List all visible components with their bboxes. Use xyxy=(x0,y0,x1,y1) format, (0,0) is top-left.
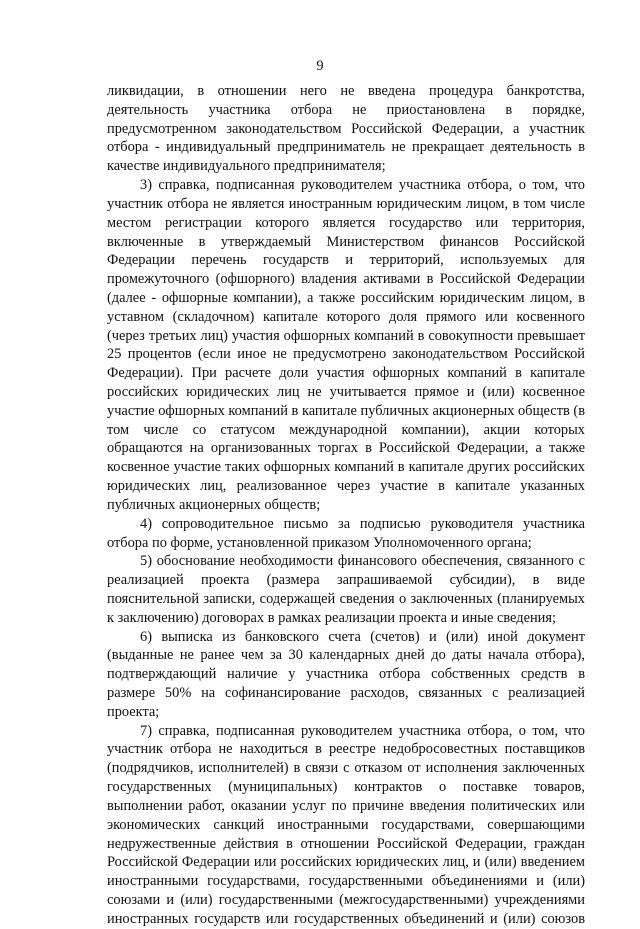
text-line: иностранными государствами, государственными объединениями и (или) xyxy=(107,873,585,890)
text-line: участник отбора не является иностранным юридическим лицом, в том числе xyxy=(107,195,585,212)
text-line: обращаются на организованных торгах в Российской Федерации, а также xyxy=(107,440,585,457)
text-line: 4) сопроводительное письмо за подписью руководителя участника xyxy=(140,515,585,532)
text-line: 5) обоснование необходимости финансового обеспечения, связанного с xyxy=(140,553,585,570)
text-line: пояснительной записки, содержащей сведения о заключенных (планируемых xyxy=(107,590,585,607)
text-line: Российской Федерации или российских юридических лиц, и (или) введением xyxy=(107,854,585,871)
text-line: реализацией проекта (размера запрашиваемой субсидии), в виде xyxy=(107,572,585,589)
text-line: том числе со статусом международной компании), акции которых xyxy=(107,421,585,438)
text-line: косвенное участие таких офшорных компаний в капитале других российских xyxy=(107,459,585,476)
text-line: к заключению) договорах в рамках реализации проекта и иные сведения; xyxy=(107,609,556,626)
text-line: качестве индивидуального предпринимателя; xyxy=(107,158,386,175)
text-line: Федерации перечень государств и территорий, используемых для xyxy=(107,252,585,269)
text-line: публичных акционерных обществ; xyxy=(107,496,321,513)
text-line: включенные в утверждаемый Министерством финансов Российской xyxy=(107,233,585,250)
text-line: государственных (муниципальных) контрактов о поставке товаров, xyxy=(107,779,585,796)
text-line: отбора по форме, установленной приказом Уполномоченного органа; xyxy=(107,534,532,551)
text-line: 25 процентов (если иное не предусмотрено законодательством Российской xyxy=(107,346,585,363)
text-line: 7) справка, подписанная руководителем участника отбора, о том, что xyxy=(140,722,585,739)
text-line: (через третьих лиц) участия офшорных компаний в совокупности превышает xyxy=(107,327,585,344)
document-body xyxy=(107,82,585,929)
text-line: 6) выписка из банковского счета (счетов) и (или) иной документ xyxy=(140,628,585,645)
text-line: иностранных государств или государственных объединений и (или) союзов xyxy=(107,910,585,927)
text-line: Федерации). При расчете доли участия офшорных компаний в капитале xyxy=(107,365,585,382)
text-line: юридических лиц, реализованное через участие в капитале указанных xyxy=(107,478,585,495)
text-line: (далее - офшорные компании), а также российским юридическим лицом, в xyxy=(107,289,585,306)
text-line: предусмотренном законодательством Российской Федерации, а участник xyxy=(107,120,585,137)
text-line: российских юридических лиц не учитывается прямое и (или) косвенное xyxy=(107,384,585,400)
page-number: 9 xyxy=(316,58,324,74)
text-line: участник отбора не находиться в реестре недобросовестных поставщиков xyxy=(107,741,585,758)
text-line: местом регистрации которого является государство или территория, xyxy=(107,214,585,231)
text-line: (выданные не ранее чем за 30 календарных дней до даты начала отбора), xyxy=(107,647,585,664)
text-line: участие офшорных компаний в капитале публичных акционерных обществ (в xyxy=(107,402,585,419)
text-line: ликвидации, в отношении него не введена процедура банкротства, xyxy=(107,83,585,99)
text-line: выполнении работ, оказании услуг по причине введения политических или xyxy=(107,797,585,814)
text-line: проекта; xyxy=(107,703,160,720)
text-line: деятельность участника отбора не приостановлена в порядке, xyxy=(107,101,585,118)
text-line: (подрядчиков, исполнителей) в связи с отказом от исполнения заключенных xyxy=(107,760,585,777)
text-line: отбора - индивидуальный предприниматель не прекращает деятельность в xyxy=(107,139,585,156)
text-line: размере 50% на софинансирование расходов, связанных с реализацией xyxy=(107,685,585,701)
text-line: подтверждающий наличие у участника отбора собственных средств в xyxy=(107,666,585,683)
text-line: союзами и (или) государственными (межгосударственными) учреждениями xyxy=(107,891,585,908)
text-line: 3) справка, подписанная руководителем участника отбора, о том, что xyxy=(140,177,585,194)
text-line: уставном (складочном) капитале которого доля прямого или косвенного xyxy=(107,308,585,325)
text-line: промежуточного (офшорного) владения активами в Российской Федерации xyxy=(107,271,585,288)
text-line: недружественные действия в отношении Российской Федерации, граждан xyxy=(107,835,585,852)
text-line: экономических санкций иностранными государствами, совершающими xyxy=(107,816,585,833)
